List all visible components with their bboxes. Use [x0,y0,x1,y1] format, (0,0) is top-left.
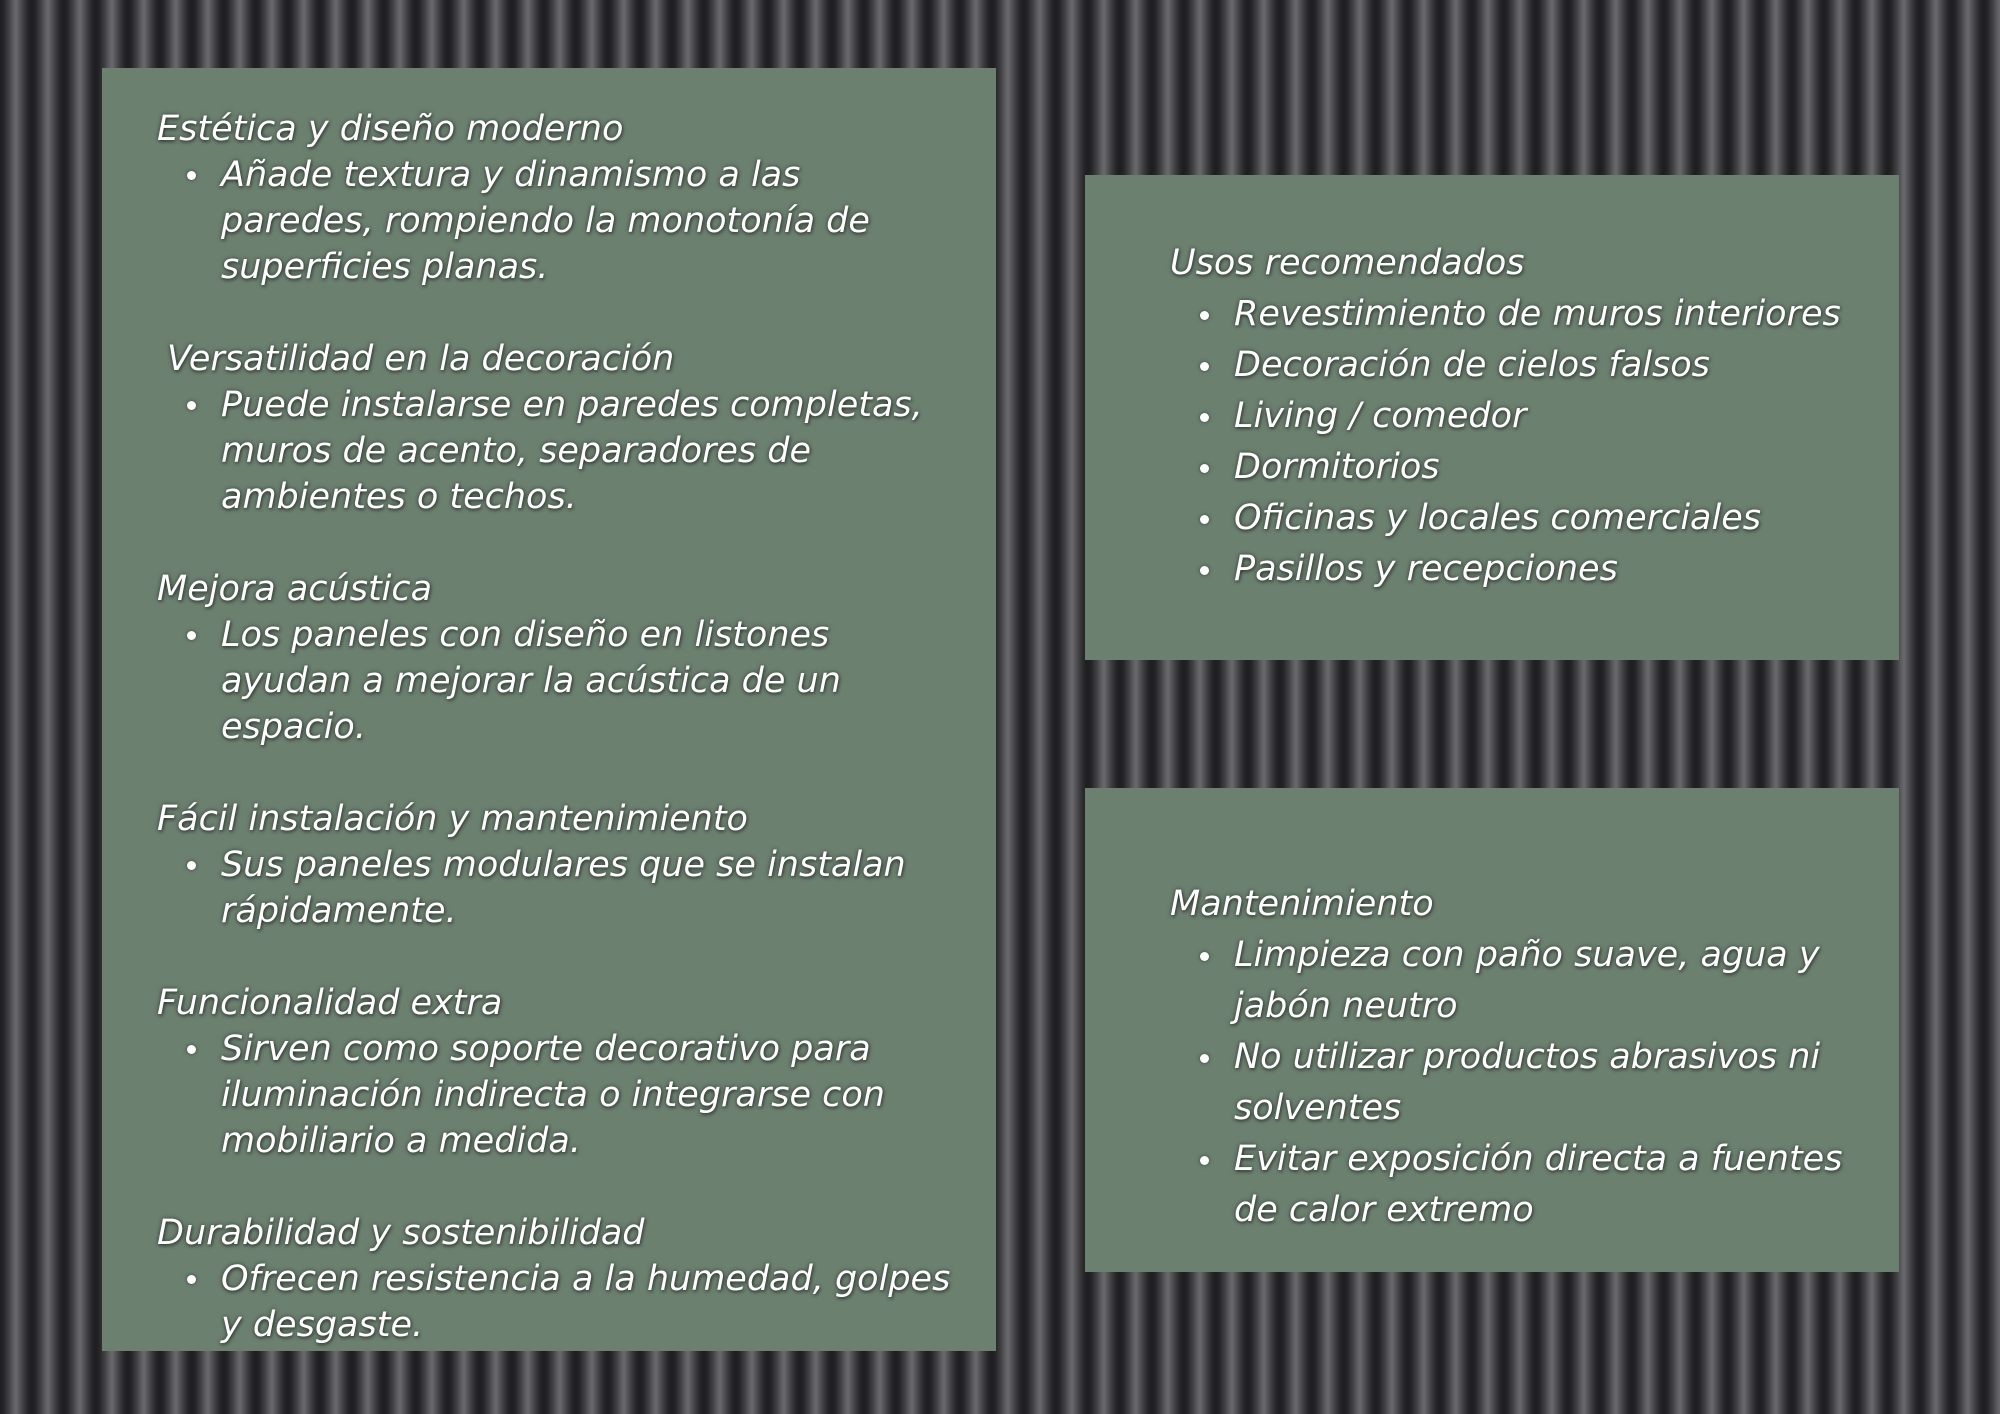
list-item-text: Oficinas y locales comerciales [1234,498,1761,538]
list-item [1170,340,1859,391]
bullet-list [157,152,956,290]
bullet-icon [1200,1156,1209,1165]
list-item-text: Revestimiento de muros interiores [1234,294,1841,334]
list-item [1170,391,1859,442]
list-item-text: Living / comedor [1234,396,1527,436]
bullet-icon [1200,566,1209,575]
bullet-icon [187,631,196,640]
section-title-acustica: Mejora acústica [157,569,433,609]
list-item-text: Los paneles con diseño en listones ayudan a mejorar la acústica de un espacio. [221,615,841,747]
list-item [157,382,956,520]
bullet-icon [1200,952,1209,961]
bullet-icon [1200,464,1209,473]
list-item-text: Ofrecen resistencia a la humedad, golpes y desgaste. [221,1259,951,1345]
section-title-versatilidad: Versatilidad en la decoración [167,339,675,379]
list-item [1170,1134,1859,1236]
section-title-funcionalidad: Funcionalidad extra [157,983,503,1023]
bullet-icon [187,1275,196,1284]
list-item [1170,289,1859,340]
bullet-icon [1200,1054,1209,1063]
bullet-icon [187,861,196,870]
bullet-list [157,842,956,934]
section-title-instalacion: Fácil instalación y mantenimiento [157,799,748,839]
usos-panel [1085,175,1899,660]
bullet-icon [1200,515,1209,524]
list-item-text: Decoración de cielos falsos [1234,345,1710,385]
bullet-icon [1200,362,1209,371]
list-item-text: Puede instalarse en paredes completas, muros de acento, separadores de ambientes o techos. [221,385,923,517]
section-title-durabilidad: Durabilidad y sostenibilidad [157,1213,645,1253]
bullet-icon [187,1045,196,1054]
bullet-list [157,1026,956,1164]
usos-list [1170,289,1859,595]
list-item [1170,930,1859,1032]
list-item [157,842,956,934]
list-item-text: Sirven como soporte decorativo para iluminación indirecta o integrarse con mobiliario a medida. [221,1029,885,1161]
usos-title: Usos recomendados [1170,243,1525,283]
benefits-panel [102,68,996,1351]
list-item [157,152,956,290]
list-item-text: Limpieza con paño suave, agua y jabón neutro [1234,935,1820,1026]
bullet-icon [187,401,196,410]
bullet-list [157,1256,956,1348]
list-item [1170,544,1859,595]
bullet-icon [1200,311,1209,320]
list-item [157,1256,956,1348]
list-item [1170,1032,1859,1134]
list-item-text: Dormitorios [1234,447,1440,487]
mantenimiento-panel [1085,788,1899,1272]
bullet-icon [187,171,196,180]
list-item [1170,493,1859,544]
section-title-estetica: Estética y diseño moderno [157,109,624,149]
bullet-icon [1200,413,1209,422]
list-item-text: Sus paneles modulares que se instalan rápidamente. [221,845,906,931]
mantenimiento-title: Mantenimiento [1170,884,1434,924]
mantenimiento-list [1170,930,1859,1236]
list-item [157,612,956,750]
bullet-list [157,382,956,520]
list-item [1170,442,1859,493]
list-item [157,1026,956,1164]
list-item-text: Evitar exposición directa a fuentes de calor extremo [1234,1139,1843,1230]
list-item-text: Añade textura y dinamismo a las paredes, rompiendo la monotonía de superficies planas. [221,155,870,287]
bullet-list [157,612,956,750]
list-item-text: No utilizar productos abrasivos ni solventes [1234,1037,1821,1128]
list-item-text: Pasillos y recepciones [1234,549,1618,589]
